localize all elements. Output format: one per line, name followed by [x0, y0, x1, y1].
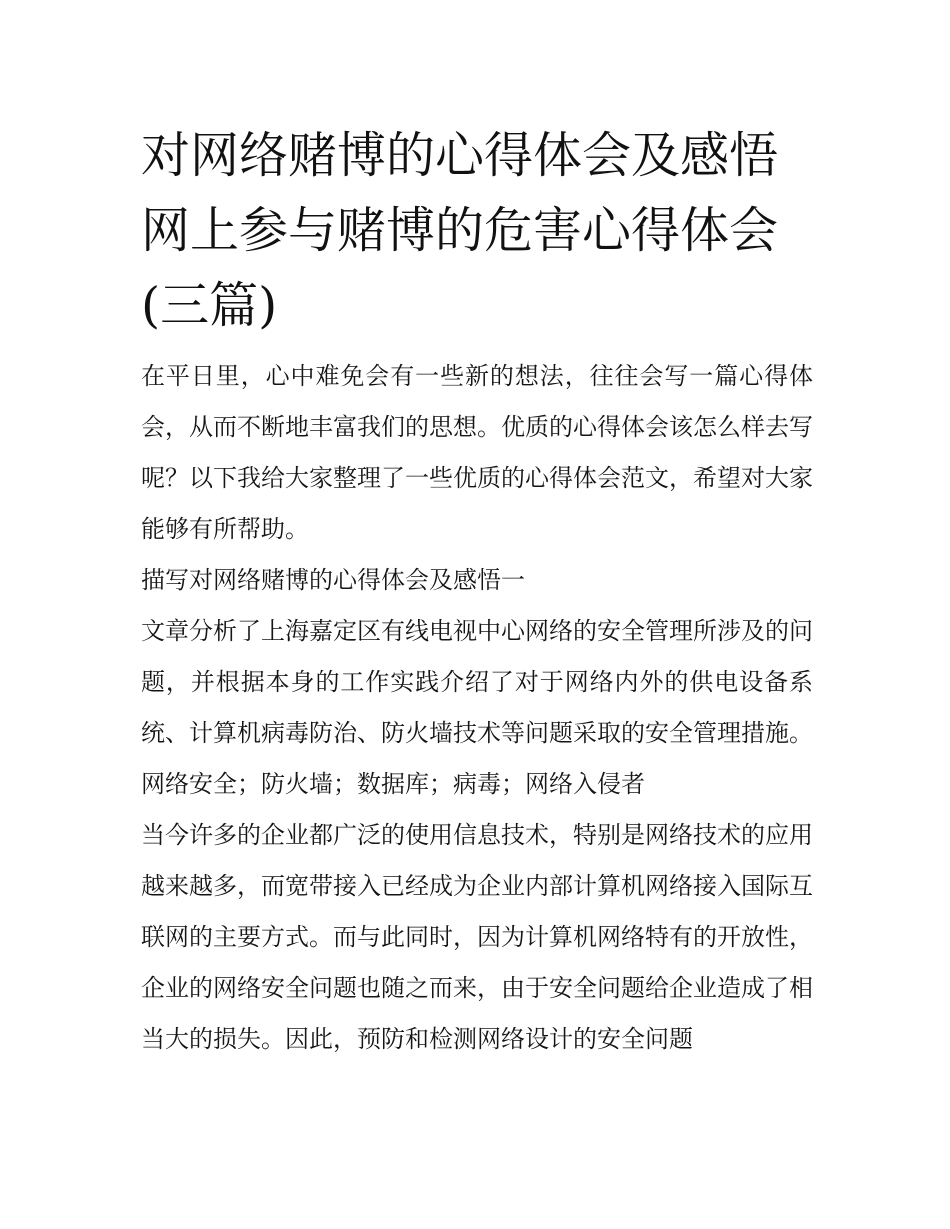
- section-heading: 描写对网络赌博的心得体会及感悟一: [141, 566, 525, 594]
- document-title: [141, 118, 813, 343]
- body-paragraph: 当今许多的企业都广泛的使用信息技术，特别是网络技术的应用越来越多，而宽带接入已经成为企业内部计算机网络接入国际互联网的主要方式。而与此同时，因为计算机网络特有的开放性，企业的网络安全问题也随之而来，由于安全问题给企业造成了相当大的损失。因此，预防和检测网络设计的安全问题: [141, 821, 813, 1053]
- abstract-paragraph: 文章分析了上海嘉定区有线电视中心网络的安全管理所涉及的问题，并根据本身的工作实践介绍了对于网络内外的供电设备系统、计算机病毒防治、防火墙技术等问题采取的安全管理措施。: [141, 617, 813, 747]
- title-line-3: (三篇): [141, 277, 278, 334]
- keywords-line: 网络安全；防火墙；数据库；病毒；网络入侵者: [141, 770, 645, 798]
- intro-paragraph: 在平日里，心中难免会有一些新的想法，往往会写一篇心得体会，从而不断地丰富我们的思想。优质的心得体会该怎么样去写呢？以下我给大家整理了一些优质的心得体会范文，希望对大家能够有所帮助。: [141, 362, 813, 543]
- document-body: [141, 118, 813, 1065]
- title-line-2: 网上参与赌博的危害心得体会: [141, 202, 779, 259]
- title-line-1: 对网络赌博的心得体会及感悟: [141, 127, 779, 184]
